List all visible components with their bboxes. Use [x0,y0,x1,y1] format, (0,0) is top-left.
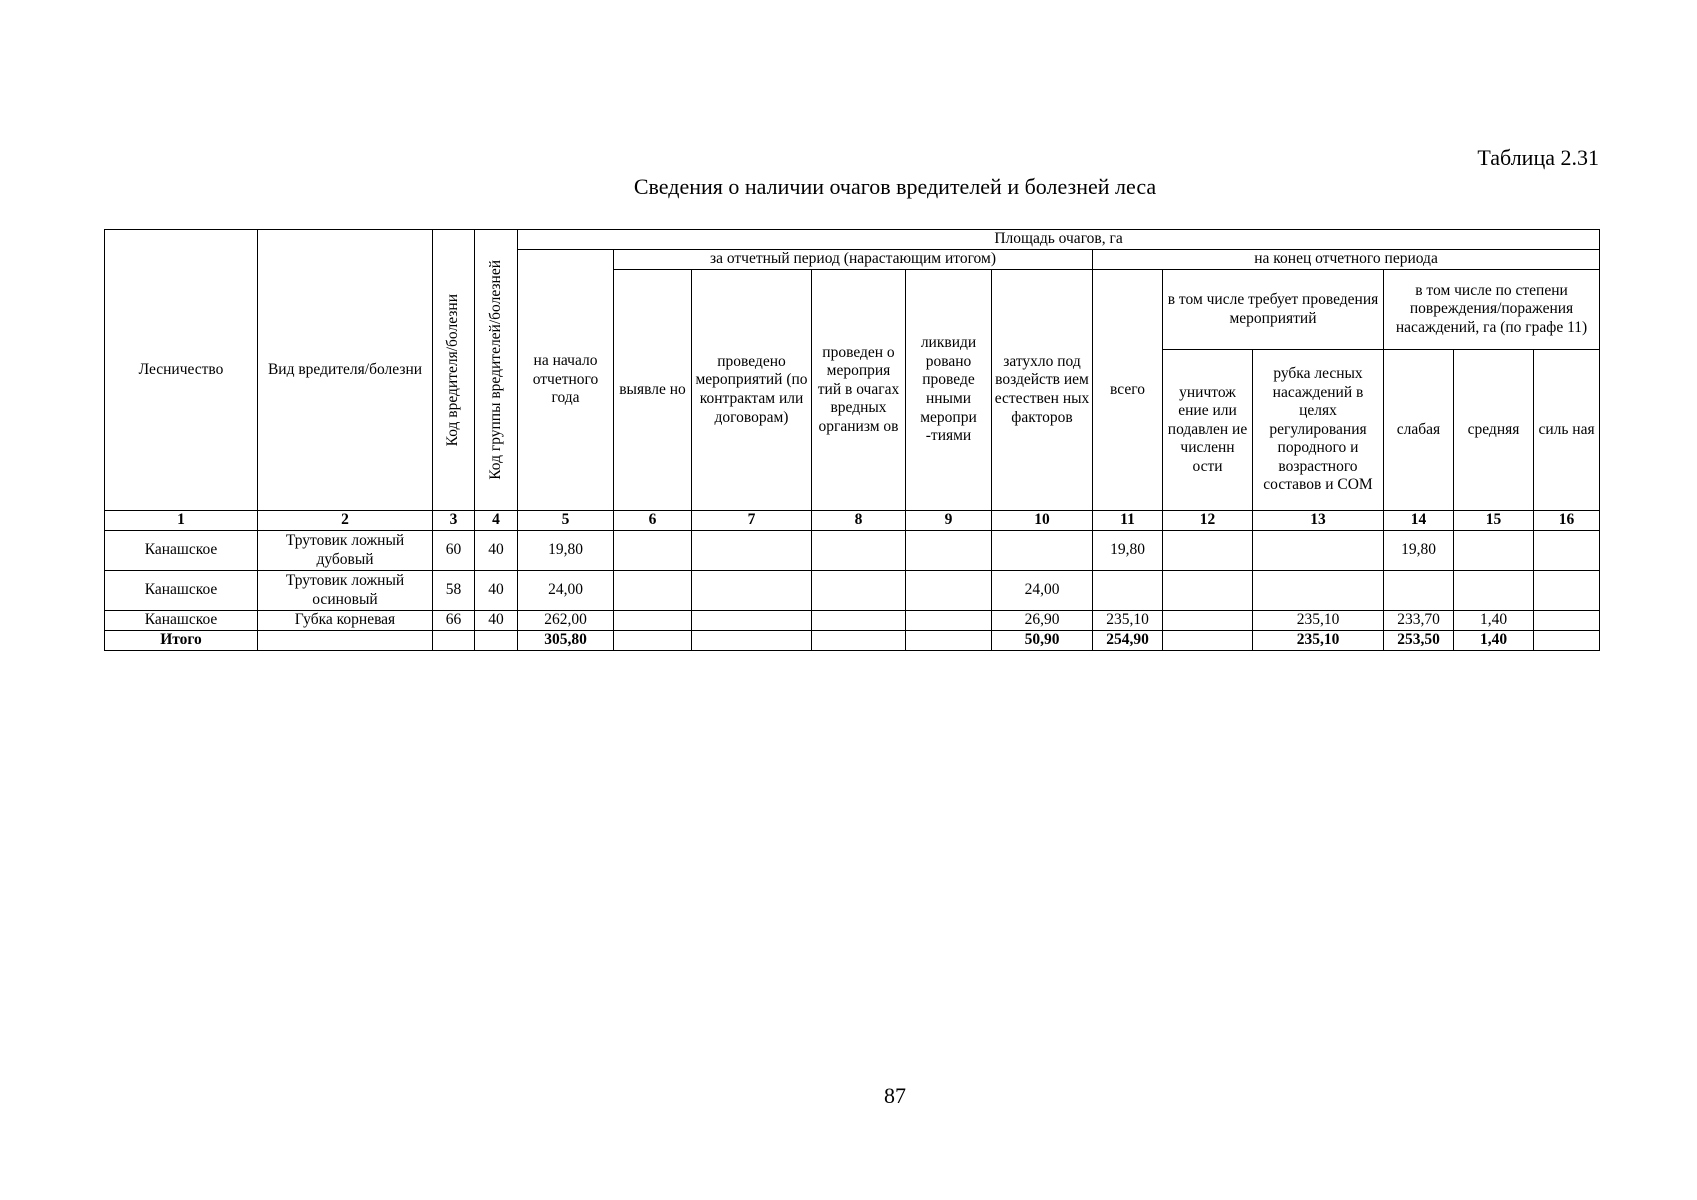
cell-total: 19,80 [1093,531,1163,571]
header-period: за отчетный период (нарастающим итогом) [614,250,1093,270]
cell-start-year: 24,00 [518,571,614,611]
header-total: всего [1093,270,1163,511]
cell-pest-type: Губка корневая [258,611,433,631]
page-number: 87 [884,1083,906,1108]
column-number: 2 [258,511,433,531]
column-number: 5 [518,511,614,531]
cell-pest-type: Трутовик ложный дубовый [258,531,433,571]
cell-medium [1454,571,1534,611]
cell-group-code: 40 [475,571,518,611]
cell-pest-code [433,631,475,651]
header-pest-type: Вид вредителя/болезни [258,230,433,511]
table-row [105,611,1600,631]
cell-logging: 235,10 [1253,631,1384,651]
column-number: 10 [992,511,1093,531]
cell-medium: 1,40 [1454,611,1534,631]
cell-measures-foci [812,611,906,631]
cell-pest-type [258,631,433,651]
cell-liquidated [906,571,992,611]
pest-foci-table [104,229,1600,651]
cell-measures-foci [812,631,906,651]
document-title: Сведения о наличии очагов вредителей и болезней леса [633,174,1157,199]
header-pest-code [433,230,475,511]
column-number: 11 [1093,511,1163,531]
cell-medium [1454,531,1534,571]
cell-weak: 233,70 [1384,611,1454,631]
cell-destroy [1163,631,1253,651]
table-label: Таблица 2.31 [1477,145,1599,170]
cell-detected [614,631,692,651]
cell-measures-contract [692,531,812,571]
cell-group-code: 40 [475,531,518,571]
cell-strong [1534,631,1600,651]
column-number: 6 [614,511,692,531]
cell-detected [614,571,692,611]
column-number: 4 [475,511,518,531]
header-logging: рубка лесных насаждений в целях регулирования породного и возрастного составов и СОМ [1253,350,1384,511]
cell-faded [992,531,1093,571]
header-strong: силь ная [1534,350,1600,511]
header-medium: средняя [1454,350,1534,511]
cell-measures-foci [812,531,906,571]
cell-pest-code: 58 [433,571,475,611]
cell-detected [614,611,692,631]
header-forestry: Лесничество [105,230,258,511]
cell-total: 254,90 [1093,631,1163,651]
cell-forestry: Канашское [105,571,258,611]
cell-weak: 253,50 [1384,631,1454,651]
cell-measures-contract [692,631,812,651]
cell-liquidated [906,531,992,571]
cell-detected [614,531,692,571]
header-group-code [475,230,518,511]
column-number: 1 [105,511,258,531]
cell-strong [1534,611,1600,631]
cell-weak [1384,571,1454,611]
column-number: 15 [1454,511,1534,531]
header-pest-code-label: Код вредителя/болезни [444,293,462,447]
column-number: 9 [906,511,992,531]
column-number: 12 [1163,511,1253,531]
cell-pest-code: 66 [433,611,475,631]
cell-measures-contract [692,571,812,611]
cell-start-year: 305,80 [518,631,614,651]
cell-faded: 26,90 [992,611,1093,631]
column-number: 13 [1253,511,1384,531]
cell-logging: 235,10 [1253,611,1384,631]
total-row [105,631,1600,651]
header-weak: слабая [1384,350,1454,511]
header-end-period: на конец отчетного периода [1093,250,1600,270]
cell-total: 235,10 [1093,611,1163,631]
column-number: 7 [692,511,812,531]
cell-forestry: Канашское [105,531,258,571]
column-number: 16 [1534,511,1600,531]
cell-group-code [475,631,518,651]
cell-forestry: Итого [105,631,258,651]
cell-medium: 1,40 [1454,631,1534,651]
cell-weak: 19,80 [1384,531,1454,571]
column-number: 3 [433,511,475,531]
cell-logging [1253,571,1384,611]
column-number: 14 [1384,511,1454,531]
cell-strong [1534,531,1600,571]
cell-pest-type: Трутовик ложный осиновый [258,571,433,611]
cell-liquidated [906,631,992,651]
header-requires: в том числе требует проведения мероприятий [1163,270,1384,350]
cell-pest-code: 60 [433,531,475,571]
header-measures-foci: проведен о мероприя тий в очагах вредных организм ов [812,270,906,511]
header-start-year: на начало отчетного года [518,250,614,511]
cell-start-year: 19,80 [518,531,614,571]
header-area: Площадь очагов, га [518,230,1600,250]
header-detected: выявле но [614,270,692,511]
column-number: 8 [812,511,906,531]
cell-group-code: 40 [475,611,518,631]
header-group-code-label: Код группы вредителей/болезней [486,260,504,480]
cell-liquidated [906,611,992,631]
cell-destroy [1163,531,1253,571]
header-liquidated: ликвиди ровано проведе нными меропри -тиями [906,270,992,511]
cell-destroy [1163,571,1253,611]
table-row [105,531,1600,571]
column-numbers-row [105,511,1600,531]
header-measures-contract: проведено мероприятий (по контрактам или договорам) [692,270,812,511]
table-row [105,571,1600,611]
header-faded: затухло под воздейств ием естествен ных факторов [992,270,1093,511]
cell-measures-contract [692,611,812,631]
cell-start-year: 262,00 [518,611,614,631]
cell-strong [1534,571,1600,611]
cell-total [1093,571,1163,611]
cell-faded: 50,90 [992,631,1093,651]
cell-logging [1253,531,1384,571]
cell-measures-foci [812,571,906,611]
header-damage-degree: в том числе по степени повреждения/поражения насаждений, га (по графе 11) [1384,270,1600,350]
header-destroy: уничтож ение или подавлен ие численн ости [1163,350,1253,511]
cell-destroy [1163,611,1253,631]
cell-faded: 24,00 [992,571,1093,611]
cell-forestry: Канашское [105,611,258,631]
